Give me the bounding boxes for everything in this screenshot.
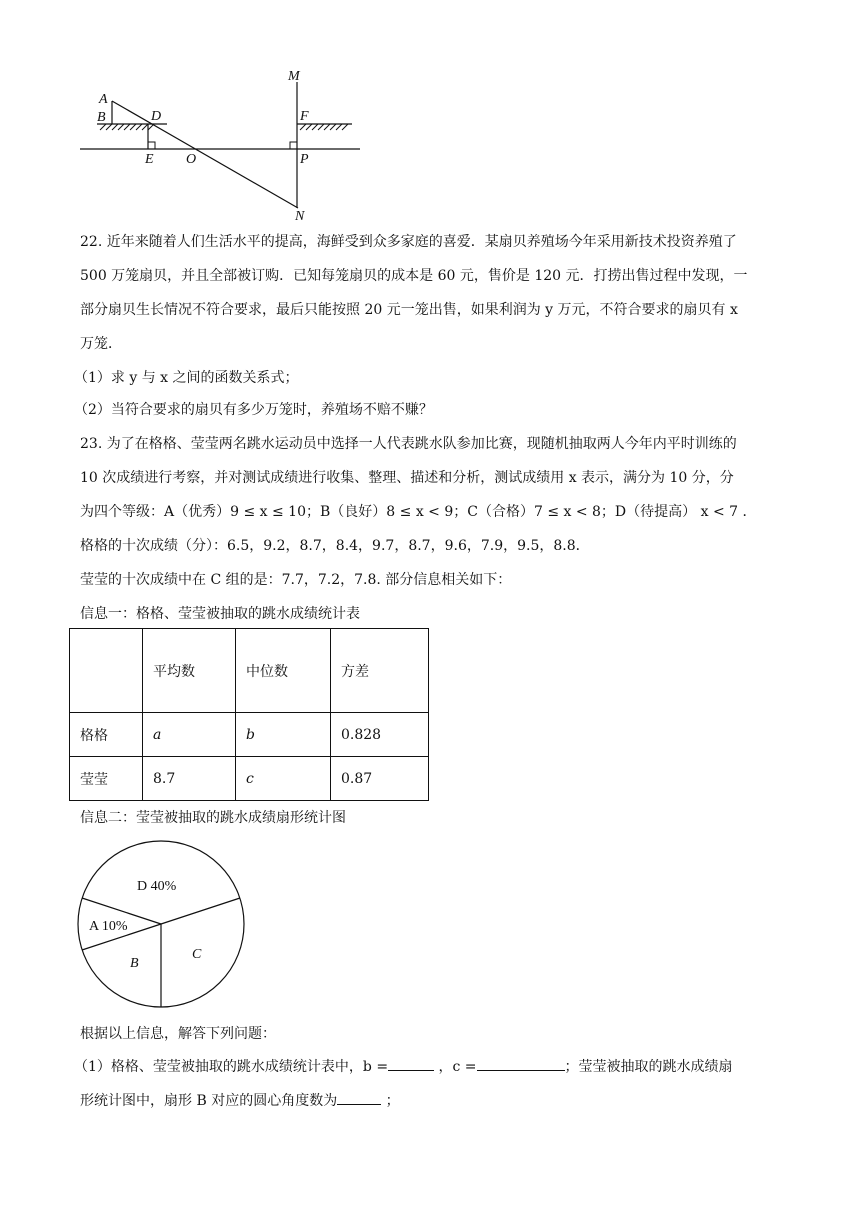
label-o: O xyxy=(186,152,197,167)
q22-line-2: 500 万笼扇贝，并且全部被订购．已知每笼扇贝的成本是 60 元，售价是 120 元．打捞出售过程中发现，一 xyxy=(80,268,748,284)
sub1-text-2: ，c = xyxy=(438,1059,477,1075)
q23-sub-1-line-2 xyxy=(80,1090,400,1111)
q23-line-1: 23. 为了在格格、莹莹两名跳水运动员中选择一人代表跳水队参加比赛，现随机抽取两人今年内平时训练的 xyxy=(80,436,737,452)
q23-line-3: 为四个等级：A（优秀）9 ≤ x ≤ 10；B（良好）8 ≤ x < 9；C（合格）7 ≤ x < 8；D（待提高） x < 7 ． xyxy=(80,504,757,520)
table-header-cell: 中位数 xyxy=(236,629,331,713)
table-cell: 格格 xyxy=(70,713,143,757)
label-a: A xyxy=(99,92,108,107)
label-b: B xyxy=(97,110,106,125)
q23-sub-1-line-1 xyxy=(74,1056,733,1077)
q23-line-2: 10 次成绩进行考察，并对测试成绩进行收集、整理、描述和分析，测试成绩用 x 表示，满分为 10 分，分 xyxy=(80,470,734,486)
table-cell: a xyxy=(143,713,236,757)
q22-line-1: 22. 近年来随着人们生活水平的提高，海鲜受到众多家庭的喜爱．某扇贝养殖场今年采用新技术投资养殖了 xyxy=(80,234,737,250)
label-f: F xyxy=(300,109,309,124)
q22-line-4: 万笼． xyxy=(80,336,122,352)
q22-line-3: 部分扇贝生长情况不符合要求，最后只能按照 20 元一笼出售，如果利润为 y 万元，不符合要求的扇贝有 x xyxy=(80,302,738,318)
table-cell: 0.87 xyxy=(331,757,429,801)
sub1-text-5: ； xyxy=(385,1093,400,1109)
pie-label-c: C xyxy=(192,947,202,962)
label-n: N xyxy=(295,209,305,224)
q22-sub-1: （1）求 y 与 x 之间的函数关系式； xyxy=(74,370,299,386)
answer-blank-c[interactable] xyxy=(477,1056,565,1071)
table-cell: 莹莹 xyxy=(70,757,143,801)
label-m: M xyxy=(288,69,300,84)
pie-label-b: B xyxy=(130,956,139,971)
pie-label-a: A 10% xyxy=(89,919,128,934)
table-cell: b xyxy=(236,713,331,757)
table-cell: c xyxy=(236,757,331,801)
table-header-row xyxy=(70,629,429,713)
answer-intro: 根据以上信息，解答下列问题： xyxy=(80,1026,276,1042)
table-header-cell: 方差 xyxy=(331,629,429,713)
table-row xyxy=(70,757,429,801)
score-stats-table xyxy=(69,628,429,801)
q23-line-4: 格格的十次成绩（分）：6.5，9.2，8.7，8.4，9.7，8.7，9.6，7.9，9.5，8.8． xyxy=(80,538,590,554)
answer-blank-angle[interactable] xyxy=(337,1090,381,1105)
label-d: D xyxy=(151,109,162,124)
q22-sub-2: （2）当符合要求的扇贝有多少万笼时，养殖场不赔不赚？ xyxy=(74,402,433,418)
geometry-figure xyxy=(70,62,370,227)
table-header-cell xyxy=(70,629,143,713)
answer-blank-b[interactable] xyxy=(388,1056,434,1071)
pie-label-d: D 40% xyxy=(137,879,177,894)
pie-chart xyxy=(70,825,250,1015)
q23-line-5: 莹莹的十次成绩中在 C 组的是：7.7，7.2，7.8. 部分信息相关如下： xyxy=(80,572,512,588)
label-p: P xyxy=(300,152,309,167)
table-row xyxy=(70,713,429,757)
sub1-text-1: （1）格格、莹莹被抽取的跳水成绩统计表中，b = xyxy=(74,1059,389,1075)
table-header-cell: 平均数 xyxy=(143,629,236,713)
sub1-text-4: 形统计图中，扇形 B 对应的圆心角度数为 xyxy=(80,1093,338,1109)
info-one-caption: 信息一：格格、莹莹被抽取的跳水成绩统计表 xyxy=(80,606,360,622)
table-cell: 8.7 xyxy=(143,757,236,801)
label-e: E xyxy=(145,152,154,167)
sub1-text-3: ；莹莹被抽取的跳水成绩扇 xyxy=(564,1059,733,1075)
table-cell: 0.828 xyxy=(331,713,429,757)
info-two-caption: 信息二：莹莹被抽取的跳水成绩扇形统计图 xyxy=(80,810,346,826)
